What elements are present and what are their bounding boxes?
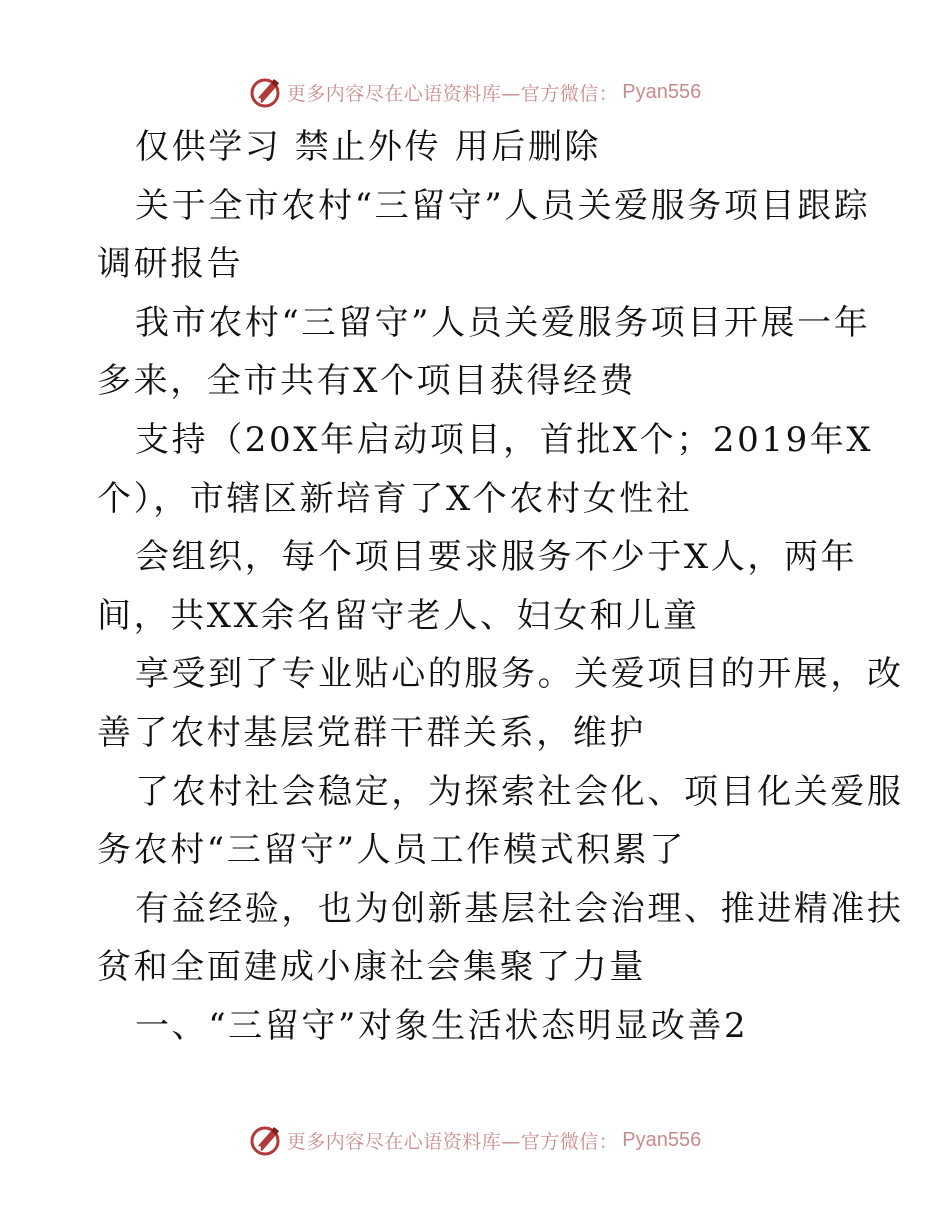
pen-logo-icon xyxy=(249,75,283,109)
paragraph-line: 个），市辖区新培育了X个农村女性社 xyxy=(97,478,693,519)
section-heading: 一、“三留守”对象生活状态明显改善2 xyxy=(135,1005,749,1046)
paragraph-line: 我市农村“三留守”人员关爱服务项目开展一年 xyxy=(135,302,871,343)
title-line-1: 关于全市农村“三留守”人员关爱服务项目跟踪 xyxy=(135,185,871,226)
paragraph-line: 贫和全面建成小康社会集聚了力量 xyxy=(97,947,646,988)
paragraph-line: 间，共XX余名留守老人、妇女和儿童 xyxy=(97,595,700,636)
paragraph-line: 享受到了专业贴心的服务。关爱项目的开展，改 xyxy=(135,654,904,695)
watermark-wechat-id: Pyan556 xyxy=(622,1128,702,1151)
paragraph-line: 会组织，每个项目要求服务不少于X人，两年 xyxy=(135,537,858,578)
paragraph-line: 支持（20X年启动项目，首批X个；2019年X xyxy=(135,419,874,460)
watermark-text: 更多内容尽在心语资料库—官方微信： xyxy=(286,82,619,105)
paragraph-line: 务农村“三留守”人员工作模式积累了 xyxy=(97,830,686,871)
watermark-wechat-id: Pyan556 xyxy=(622,80,702,103)
paragraph-line: 有益经验，也为创新基层社会治理、推进精准扶 xyxy=(135,888,904,929)
header-watermark xyxy=(0,72,950,112)
paragraph-line: 了农村社会稳定，为探索社会化、项目化关爱服 xyxy=(135,771,904,812)
document-body xyxy=(97,118,904,1056)
paragraph-line: 善了农村基层党群干群关系，维护 xyxy=(97,712,646,753)
title-line-2: 调研报告 xyxy=(97,244,244,285)
pen-logo-icon xyxy=(249,1123,283,1157)
watermark-text: 更多内容尽在心语资料库—官方微信： xyxy=(286,1130,619,1153)
paragraph-line: 多来，全市共有X个项目获得经费 xyxy=(97,361,637,402)
footer-watermark xyxy=(0,1120,950,1160)
disclaimer-line: 仅供学习 禁止外传 用后删除 xyxy=(135,127,602,167)
